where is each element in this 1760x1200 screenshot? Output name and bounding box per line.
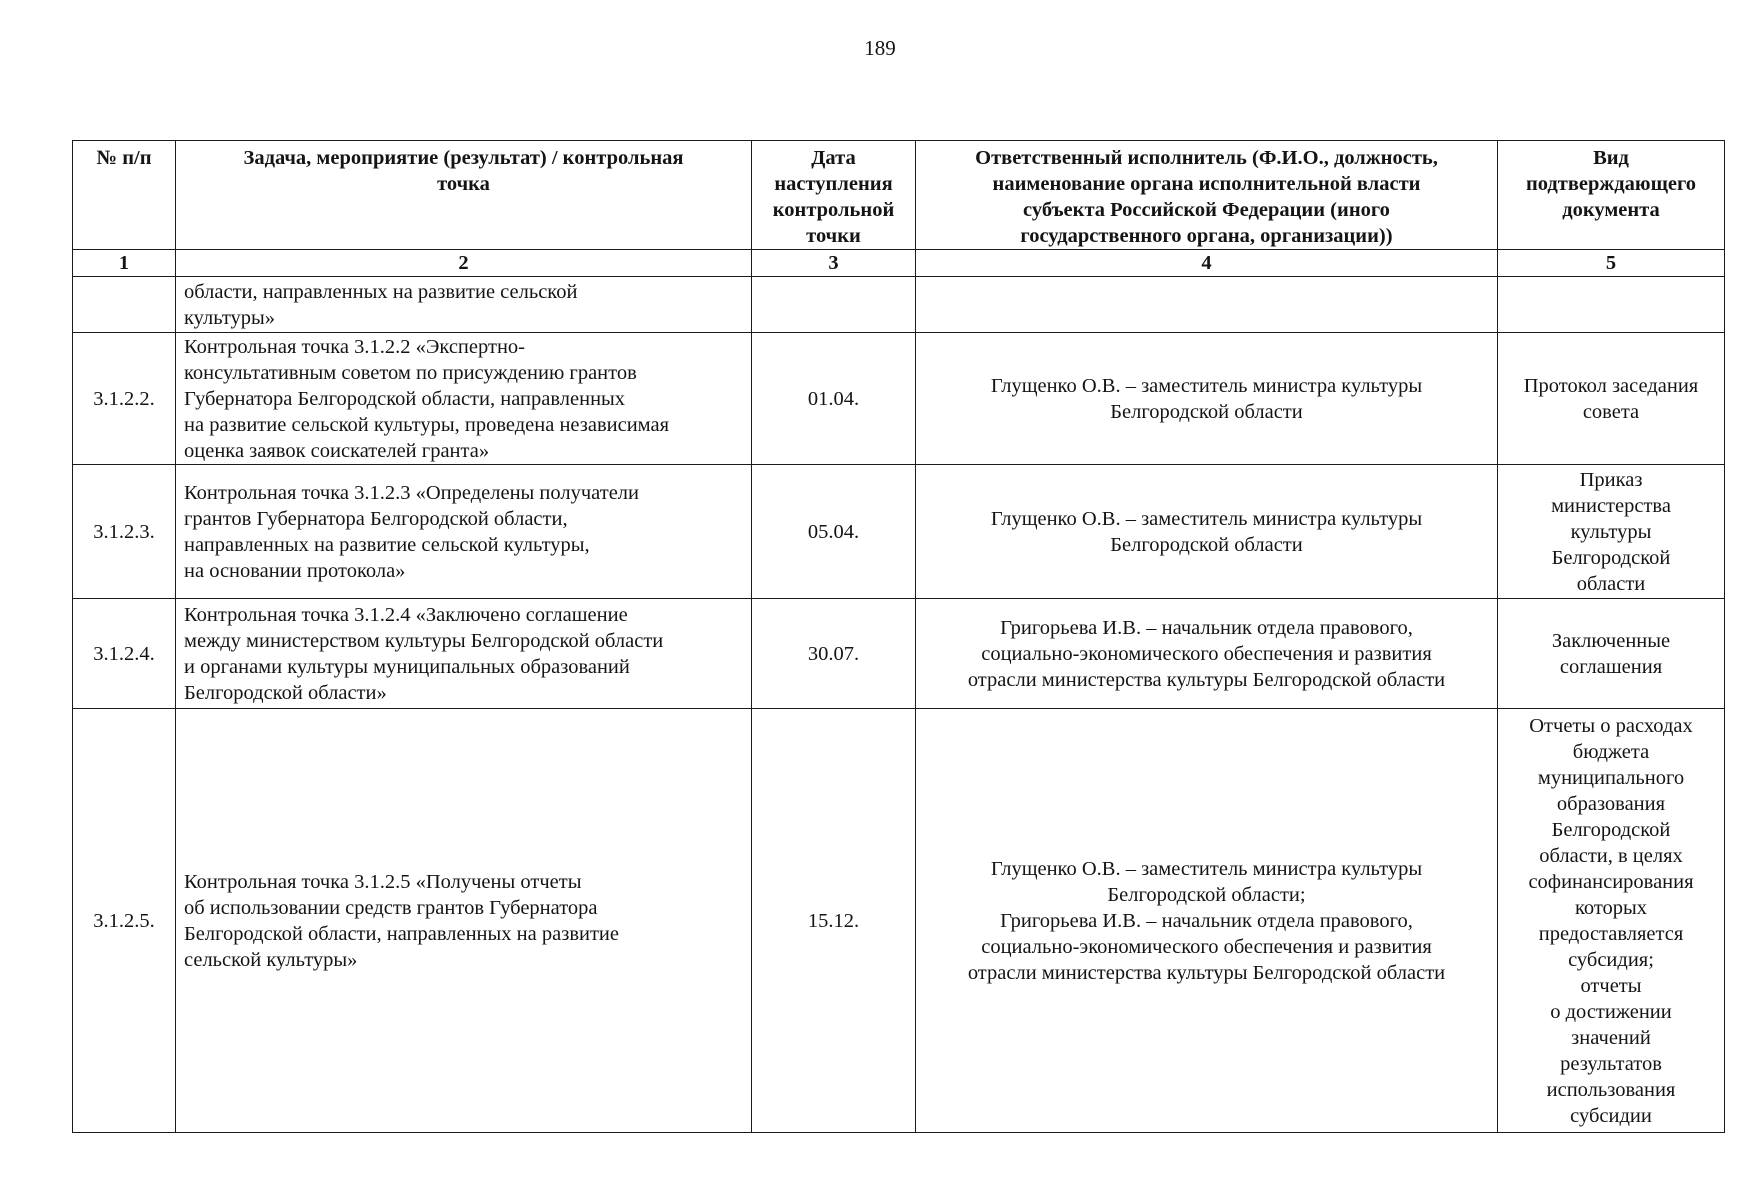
table-row	[73, 599, 1725, 709]
row-task: Контрольная точка 3.1.2.4 «Заключено соглашение между министерством культуры Белгородской области и органами культуры муниципальных образований Белгородской области»	[176, 599, 752, 709]
row-date	[752, 277, 916, 333]
row-document: Протокол заседания совета	[1498, 333, 1725, 465]
header-date: Дата наступления контрольной точки	[752, 141, 916, 250]
header-number: № п/п	[73, 141, 176, 250]
header-responsible: Ответственный исполнитель (Ф.И.О., должность, наименование органа исполнительной власти субъекта Российской Федерации (иного государственного органа, организации))	[916, 141, 1498, 250]
row-number: 3.1.2.5.	[73, 709, 176, 1133]
table-row	[73, 333, 1725, 465]
header-document: Вид подтверждающего документа	[1498, 141, 1725, 250]
row-responsible: Глущенко О.В. – заместитель министра культуры Белгородской области	[916, 465, 1498, 599]
column-number: 1	[73, 250, 176, 277]
row-document: Отчеты о расходах бюджета муниципального образования Белгородской области, в целях софинансирования которых предоставляется субсидия; отчеты о достижении значений результатов использования субсидии	[1498, 709, 1725, 1133]
row-number	[73, 277, 176, 333]
row-responsible: Григорьева И.В. – начальник отдела правового, социально-экономического обеспечения и развития отрасли министерства культуры Белгородской области	[916, 599, 1498, 709]
row-number: 3.1.2.4.	[73, 599, 176, 709]
table-row	[73, 709, 1725, 1133]
row-task: Контрольная точка 3.1.2.2 «Экспертно- консультативным советом по присуждению грантов Губернатора Белгородской области, направленных на развитие сельской культуры, проведена независимая оценка заявок соискателей гранта»	[176, 333, 752, 465]
row-date: 01.04.	[752, 333, 916, 465]
row-date: 30.07.	[752, 599, 916, 709]
column-number: 2	[176, 250, 752, 277]
row-number: 3.1.2.2.	[73, 333, 176, 465]
page-number: 189	[864, 36, 896, 60]
row-responsible	[916, 277, 1498, 333]
row-document: Приказ министерства культуры Белгородской области	[1498, 465, 1725, 599]
row-task: Контрольная точка 3.1.2.5 «Получены отчеты об использовании средств грантов Губернатора Белгородской области, направленных на развитие сельской культуры»	[176, 709, 752, 1133]
row-task: области, направленных на развитие сельской культуры»	[176, 277, 752, 333]
column-number-row	[73, 250, 1725, 277]
row-document: Заключенные соглашения	[1498, 599, 1725, 709]
row-task: Контрольная точка 3.1.2.3 «Определены получатели грантов Губернатора Белгородской области, направленных на развитие сельской культуры, на основании протокола»	[176, 465, 752, 599]
row-number: 3.1.2.3.	[73, 465, 176, 599]
column-number: 4	[916, 250, 1498, 277]
row-responsible: Глущенко О.В. – заместитель министра культуры Белгородской области	[916, 333, 1498, 465]
table-header-row	[73, 141, 1725, 250]
row-document	[1498, 277, 1725, 333]
row-date: 05.04.	[752, 465, 916, 599]
row-date: 15.12.	[752, 709, 916, 1133]
row-responsible: Глущенко О.В. – заместитель министра культуры Белгородской области; Григорьева И.В. – начальник отдела правового, социально-экономического обеспечения и развития отрасли министерства культуры Белгородской области	[916, 709, 1498, 1133]
header-task: Задача, мероприятие (результат) / контрольная точка	[176, 141, 752, 250]
control-points-table	[72, 140, 1725, 1133]
column-number: 3	[752, 250, 916, 277]
column-number: 5	[1498, 250, 1725, 277]
table-row	[73, 465, 1725, 599]
table-row	[73, 277, 1725, 333]
